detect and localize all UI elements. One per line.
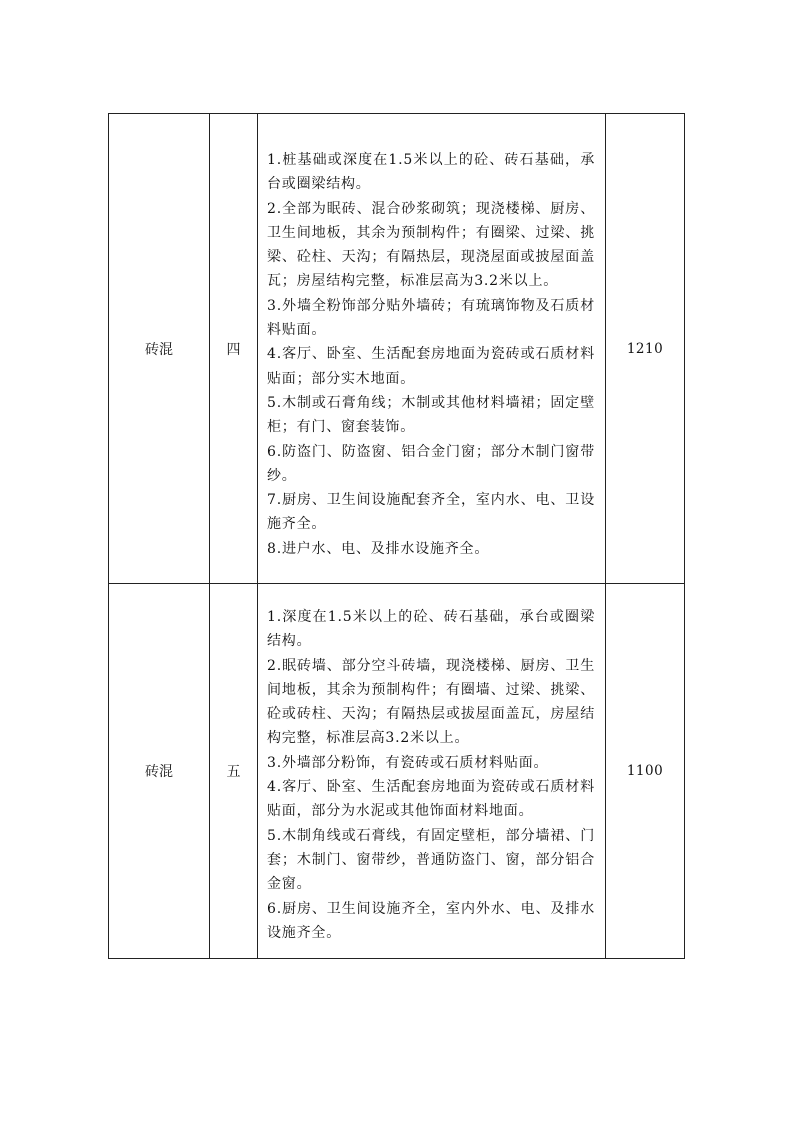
description-item: 5.木制角线或石膏线，有固定壁柜，部分墙裙、门套；木制门、窗带纱，普通防盗门、窗，部分铝合金窗。 <box>267 827 595 893</box>
description-item: 1.桩基础或深度在1.5米以上的砼、砖石基础，承台或圈梁结构。 <box>267 152 595 193</box>
structure-cell: 砖混 <box>109 114 210 584</box>
description-item: 5.木制或石膏角线；木制或其他材料墙裙；固定壁柜；有门、窗套装饰。 <box>267 394 595 436</box>
description-item: 3.外墙部分粉饰，有瓷砖或石质材料贴面。 <box>267 754 549 771</box>
description-item: 4.客厅、卧室、生活配套房地面为瓷砖或石质材料贴面，部分为水泥或其他饰面材料地面。 <box>267 779 595 820</box>
description-list <box>258 114 605 583</box>
description-cell <box>258 114 606 584</box>
description-item: 6.防盗门、防盗窗、铝合金门窗；部分木制门窗带纱。 <box>267 443 595 484</box>
table-row <box>109 584 685 959</box>
table-row <box>109 114 685 584</box>
price-cell: 1210 <box>606 114 685 584</box>
price-cell: 1100 <box>606 584 685 959</box>
grade-cell: 四 <box>210 114 258 584</box>
structure-cell: 砖混 <box>109 584 210 959</box>
grade-cell: 五 <box>210 584 258 959</box>
description-item: 6.厨房、卫生间设施齐全，室内外水、电、及排水设施齐全。 <box>267 900 595 941</box>
description-item: 3.外墙全粉饰部分贴外墙砖；有琉璃饰物及石质材料贴面。 <box>267 297 595 339</box>
description-cell <box>258 584 606 959</box>
description-item: 1.深度在1.5米以上的砼、砖石基础，承台或圈梁结构。 <box>267 608 595 650</box>
description-item: 7.厨房、卫生间设施配套齐全，室内水、电、卫设施齐全。 <box>267 492 595 533</box>
description-item: 4.客厅、卧室、生活配套房地面为瓷砖或石质材料贴面；部分实木地面。 <box>267 346 595 387</box>
description-item: 2.全部为眠砖、混合砂浆砌筑；现浇楼梯、厨房、卫生间地板，其余为预制构件；有圈梁、过梁、挑梁、砼柱、天沟；有隔热层，现浇屋面或披屋面盖瓦；房屋结构完整，标准层高为3.2米以上。 <box>267 200 595 290</box>
building-standard-table <box>108 113 685 959</box>
description-item: 8.进户水、电、及排水设施齐全。 <box>267 540 490 557</box>
description-list <box>258 587 605 955</box>
description-item: 2.眠砖墙、部分空斗砖墙，现浇楼梯、厨房、卫生间地板，其余为预制构件；有圈墙、过梁、挑梁、砼或砖柱、天沟；有隔热层或拔屋面盖瓦，房屋结构完整，标准层高3.2米以上。 <box>267 657 595 747</box>
